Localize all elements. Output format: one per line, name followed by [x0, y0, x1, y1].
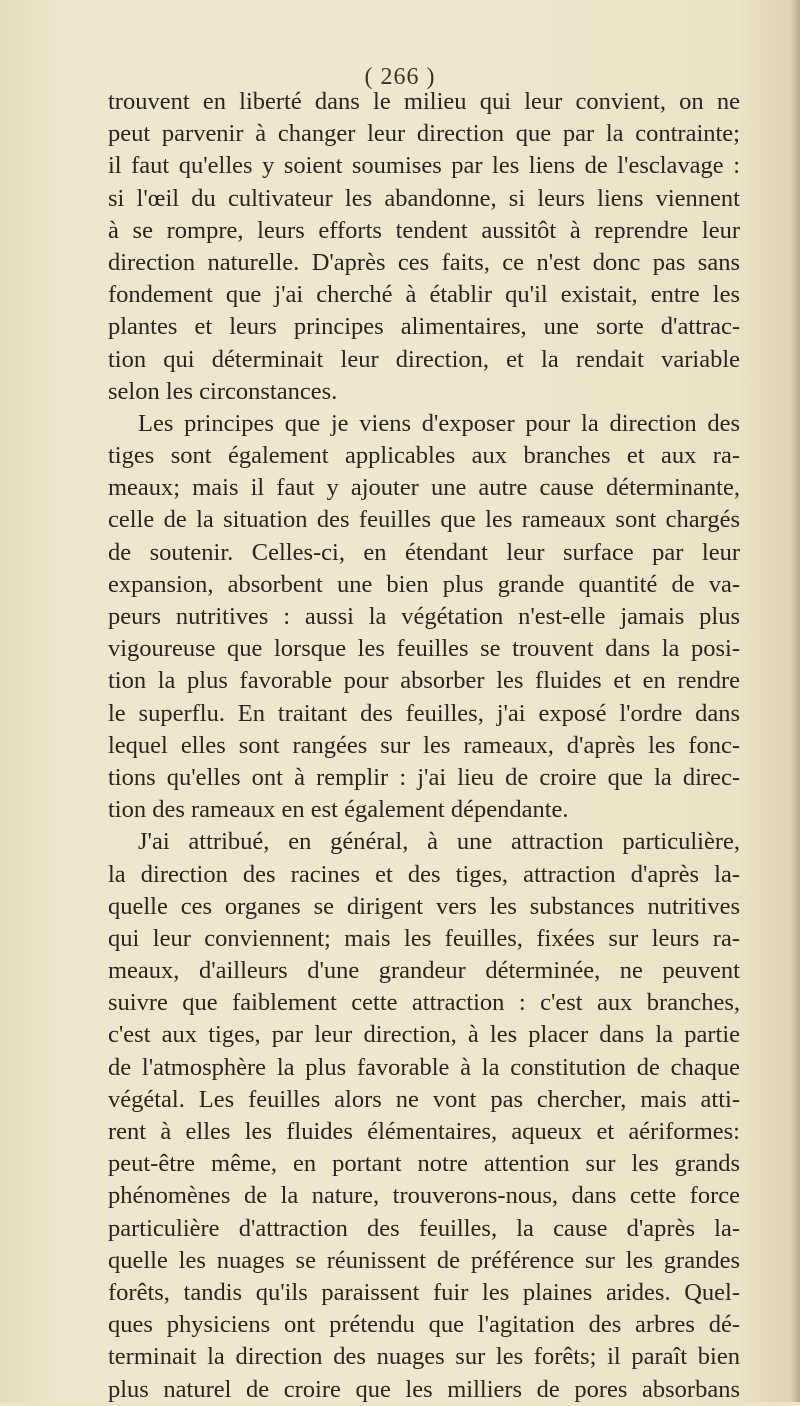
text-line: vigoureuse que lorsque les feuilles se trouvent dans la posi- — [108, 635, 740, 663]
text-line: à se rompre, leurs efforts tendent aussitôt à reprendre leur — [108, 216, 740, 244]
text-line: peut parvenir à changer leur direction que par la contrainte; — [108, 120, 740, 148]
text-line: meaux; mais il faut y ajouter une autre cause déterminante, — [108, 474, 740, 502]
text-line: végétal. Les feuilles alors ne vont pas chercher, mais atti- — [108, 1085, 740, 1113]
text-line: fondement que j'ai cherché à établir qu'il existait, entre les — [108, 281, 740, 309]
text-line: trouvent en liberté dans le milieu qui leur convient, on ne — [108, 88, 740, 115]
text-line: de soutenir. Celles-ci, en étendant leur surface par leur — [108, 538, 740, 566]
body-text — [108, 86, 740, 1406]
text-line: tion des rameaux en est également dépendante. — [108, 796, 569, 824]
text-line: peut-être même, en portant notre attention sur les grands — [108, 1150, 740, 1178]
text-line: tion la plus favorable pour absorber les fluides et en rendre — [108, 667, 740, 695]
text-line: si l'œil du cultivateur les abandonne, si leurs liens viennent — [108, 184, 740, 212]
text-line: plantes et leurs principes alimentaires, une sorte d'attrac- — [108, 313, 740, 341]
text-line: la direction des racines et des tiges, attraction d'après la- — [108, 860, 740, 888]
text-line: plus naturel de croire que les milliers de pores absorbans — [108, 1375, 740, 1403]
page-number: ( 266 ) — [364, 64, 436, 90]
text-line: de l'atmosphère la plus favorable à la constitution de chaque — [108, 1053, 740, 1081]
text-line: c'est aux tiges, par leur direction, à les placer dans la partie — [108, 1021, 740, 1049]
text-line: Les principes que je viens d'exposer pour la direction des — [138, 409, 740, 437]
text-line: celle de la situation des feuilles que les rameaux sont chargés — [108, 506, 740, 534]
text-line: quelle ces organes se dirigent vers les substances nutritives — [108, 892, 740, 920]
text-line: tions qu'elles ont à remplir : j'ai lieu de croire que la direc- — [108, 763, 740, 791]
page-edge-shadow — [790, 0, 800, 1402]
text-line: tion qui déterminait leur direction, et la rendait variable — [108, 345, 740, 373]
text-line: il faut qu'elles y soient soumises par les liens de l'esclavage : — [108, 152, 740, 180]
text-line: lequel elles sont rangées sur les rameaux, d'après les fonc- — [108, 731, 740, 759]
text-line: ques physiciens ont prétendu que l'agitation des arbres dé- — [108, 1311, 740, 1339]
text-line: peurs nutritives : aussi la végétation n'est-elle jamais plus — [108, 603, 740, 630]
text-line: le superflu. En traitant des feuilles, j'ai exposé l'ordre dans — [108, 699, 740, 727]
text-line: forêts, tandis qu'ils paraissent fuir les plaines arides. Quel- — [108, 1278, 740, 1306]
text-line: meaux, d'ailleurs d'une grandeur déterminée, ne peuvent — [108, 957, 740, 985]
text-line: particulière d'attraction des feuilles, la cause d'après la- — [108, 1214, 740, 1242]
text-line: direction naturelle. D'après ces faits, ce n'est donc pas sans — [108, 248, 740, 276]
text-line: expansion, absorbent une bien plus grande quantité de va- — [108, 570, 740, 598]
text-line: qui leur conviennent; mais les feuilles, fixées sur leurs ra- — [108, 924, 740, 952]
text-line: selon les circonstances. — [108, 377, 338, 405]
text-line: terminait la direction des nuages sur les forêts; il paraît bien — [108, 1343, 740, 1371]
text-line: phénomènes de la nature, trouverons-nous, dans cette force — [108, 1182, 740, 1210]
text-line: quelle les nuages se réunissent de préférence sur les grandes — [108, 1246, 740, 1274]
text-line: J'ai attribué, en général, à une attraction particulière, — [138, 828, 740, 856]
text-line: suivre que faiblement cette attraction : c'est aux branches, — [108, 989, 740, 1017]
text-line: tiges sont également applicables aux branches et aux ra- — [108, 442, 740, 470]
text-line: rent à elles les fluides élémentaires, aqueux et aériformes: — [108, 1118, 740, 1145]
